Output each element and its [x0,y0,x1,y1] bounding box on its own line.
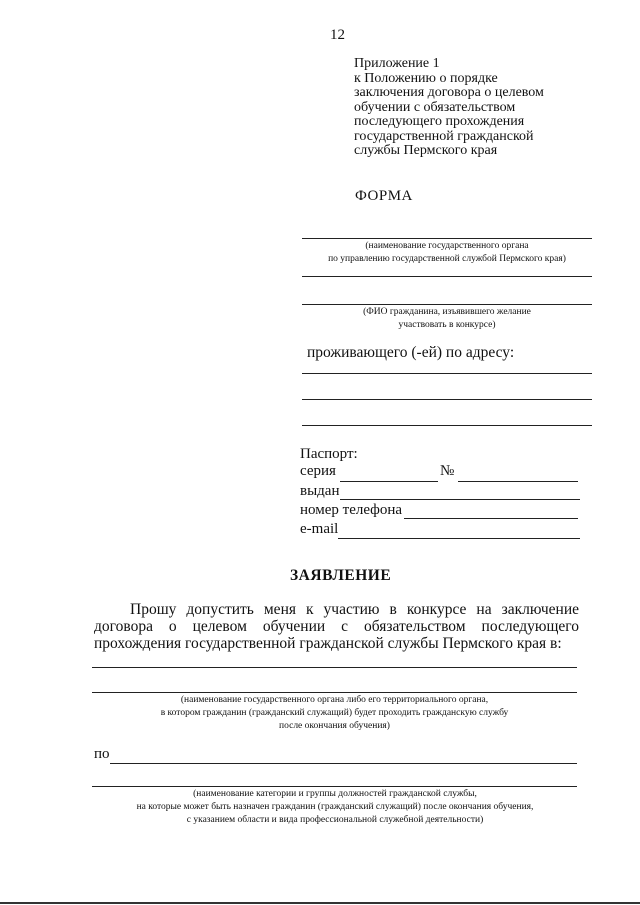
caption-line: участвовать в конкурсе) [398,320,496,330]
applicant-caption [302,306,592,332]
address-line-1[interactable] [302,373,592,374]
recipient-line-2[interactable] [302,276,592,277]
appendix-line: службы Пермского края [354,143,498,158]
page-number: 12 [330,27,345,43]
caption-line: (наименование государственного органа либо его территориального органа, [180,695,489,705]
appendix-line: Приложение 1 [354,56,440,71]
organ-line-1[interactable] [92,667,577,668]
statement-line-3: прохождения государственной гражданской службы Пермского края в: [94,635,562,652]
position-caption [80,788,590,827]
statement-line-1: Прошу допустить меня к участию в конкурсе на заключение [130,601,579,618]
email-label: e-mail [300,521,339,537]
appendix-line: к Положению о порядке [354,70,498,86]
phone-label: номер телефона [300,502,403,518]
passport-title: Паспорт: [300,446,358,462]
organ-caption [92,694,577,733]
caption-line: в котором гражданин (гражданский служащий) будет проходить гражданскую службу [160,708,509,718]
caption-line: (наименование категории и группы должностей гражданской службы, [193,789,477,799]
passport-number-label: № [440,463,455,479]
address-line-3[interactable] [302,425,592,426]
caption-line: после окончания обучения) [279,721,390,731]
recipient-line[interactable] [302,238,592,239]
appendix-line: государственной гражданской [354,128,534,144]
caption-line: (ФИО гражданина, изъявившего желание [363,307,531,317]
email-field[interactable] [338,538,580,539]
appendix-header [354,57,544,159]
caption-line: по управлению государственной службой Пермского края) [328,254,566,264]
series-label: серия [300,463,336,479]
form-label: ФОРМА [355,188,413,204]
passport-series-row [300,463,336,480]
caption-line: (наименование государственного органа [365,241,529,251]
appendix-line: заключения договора о целевом [354,85,544,100]
recipient-caption [292,240,602,266]
position-line-2[interactable] [92,786,577,787]
phone-field[interactable] [404,518,578,519]
statement-line-2: договора о целевом обучении с обязательством последующего [94,618,579,635]
number-field[interactable] [458,481,578,482]
address-label: проживающего (-ей) по адресу: [307,344,515,361]
caption-line: с указанием области и вида профессиональной служебной деятельности) [186,815,484,825]
bottom-border [0,902,640,904]
appendix-line: последующего прохождения [354,114,525,129]
issued-label: выдан [300,483,340,499]
position-line-1[interactable] [110,763,577,764]
caption-line: на которые может быть назначен гражданин (гражданский служащий) после окончания обучения, [136,802,534,812]
issued-field[interactable] [340,499,580,500]
applicant-line[interactable] [302,304,592,305]
appendix-line: обучении с обязательством [354,99,516,115]
address-line-2[interactable] [302,399,592,400]
series-field[interactable] [340,481,438,482]
statement-title: ЗАЯВЛЕНИЕ [290,567,392,584]
organ-line-2[interactable] [92,692,577,693]
po-label: по [94,746,110,762]
